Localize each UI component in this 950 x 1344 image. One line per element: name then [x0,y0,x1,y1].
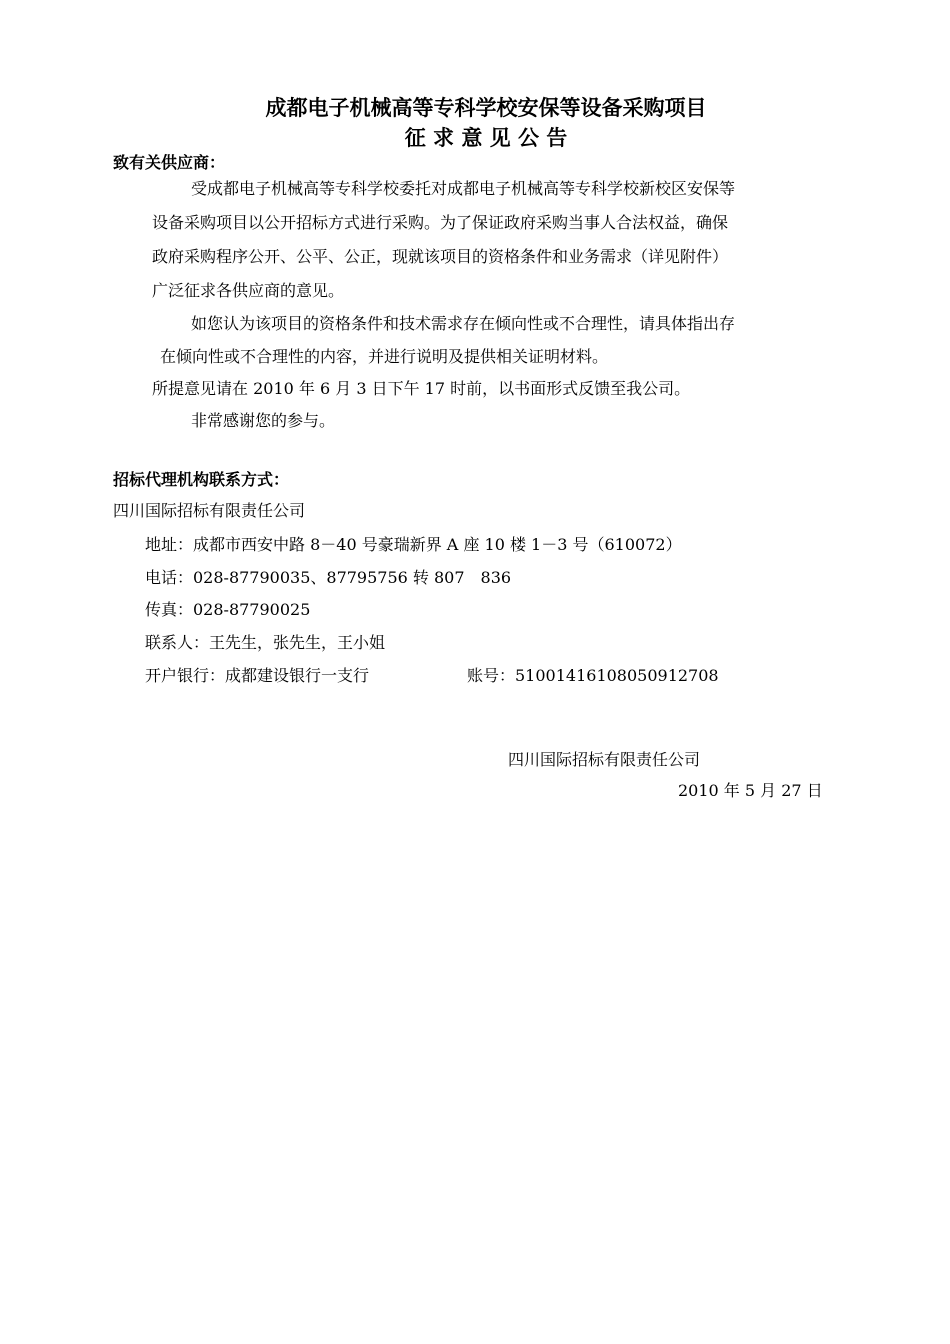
contact-bank: 开户银行：成都建设银行一支行 [145,666,370,685]
paragraph-line: 在倾向性或不合理性的内容，并进行说明及提供相关证明材料。 [160,347,609,366]
contact-account: 账号：51001416108050912708 [467,666,719,685]
salutation: 致有关供应商： [113,153,226,172]
paragraph-line: 受成都电子机械高等专科学校委托对成都电子机械高等专科学校新校区安保等 [191,179,736,198]
paragraph-line: 政府采购程序公开、公平、公正，现就该项目的资格条件和业务需求（详见附件） [152,247,729,266]
paragraph-line: 广泛征求各供应商的意见。 [152,281,345,300]
document-title: 成都电子机械高等专科学校安保等设备采购项目 [265,96,707,120]
contact-phone: 电话：028-87790035、87795756 转 807 836 [145,568,512,587]
contact-company: 四川国际招标有限责任公司 [113,501,306,520]
contact-person: 联系人：王先生，张先生，王小姐 [145,633,386,652]
document-subtitle: 征 求 意 见 公 告 [404,126,568,150]
paragraph-line: 非常感谢您的参与。 [191,411,336,430]
contact-heading: 招标代理机构联系方式： [113,470,290,489]
contact-fax: 传真：028-87790025 [145,600,311,619]
paragraph-line: 如您认为该项目的资格条件和技术需求存在倾向性或不合理性，请具体指出存 [191,314,736,333]
contact-address: 地址：成都市西安中路 8－40 号豪瑞新界 A 座 10 楼 1－3 号（610072） [145,535,682,554]
paragraph-line: 所提意见请在 2010 年 6 月 3 日下午 17 时前，以书面形式反馈至我公司。 [152,379,691,398]
signature-company: 四川国际招标有限责任公司 [508,750,701,769]
paragraph-line: 设备采购项目以公开招标方式进行采购。为了保证政府采购当事人合法权益，确保 [152,213,729,232]
signature-date: 2010 年 5 月 27 日 [678,781,823,800]
